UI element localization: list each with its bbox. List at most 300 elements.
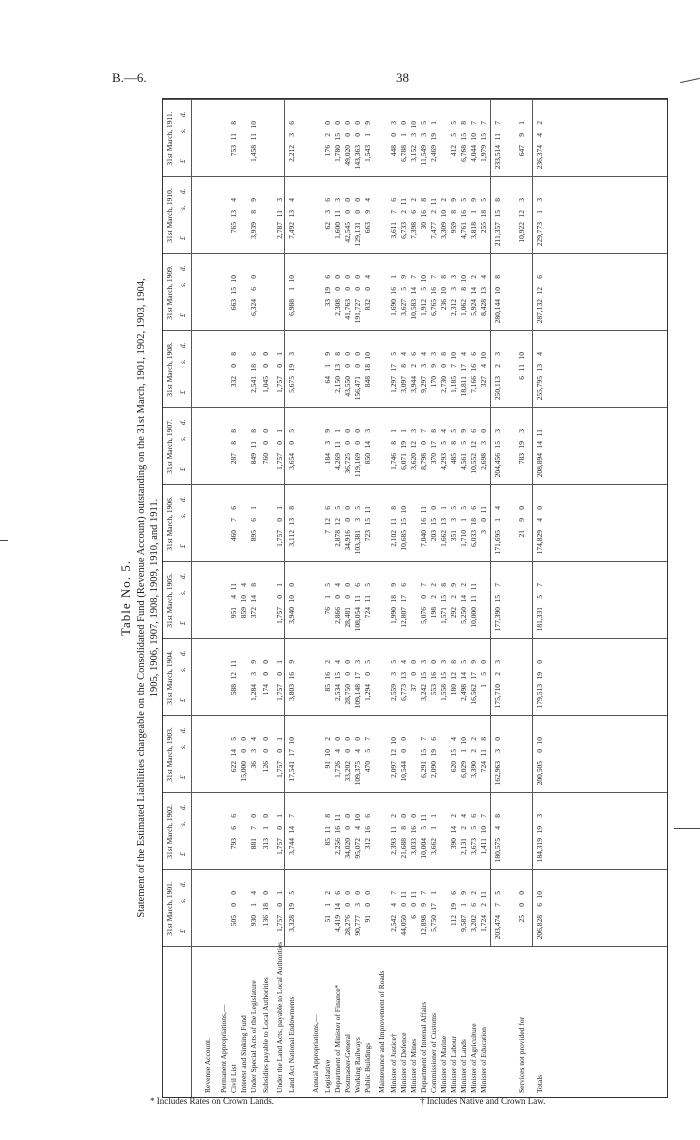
pounds-value: 1,912 [419,299,428,316]
table-cell [449,275,458,327]
shillings-value: 13 [439,518,448,526]
pounds-value: 28,481 [343,607,352,628]
pounds-value: 34,020 [343,838,352,859]
pence-value: 10 [535,891,544,899]
pounds-value: 112 [449,915,458,926]
pounds-value: 4,269 [333,453,342,470]
table-cell [249,198,258,250]
table-cell [439,352,448,404]
shillings-value: 7 [493,903,502,907]
table-cell [249,660,258,712]
table-cell [353,814,362,866]
pence-value: 10 [363,352,372,360]
pounds-value: 184 [323,453,332,465]
pounds-value: 3,097 [399,376,408,393]
pence-value: 5 [459,198,468,202]
shillings-value: 14 [287,826,296,834]
table-cell [323,583,332,635]
shillings-value: 7 [249,826,258,830]
pounds-value: 176 [323,145,332,157]
table-cell [249,121,258,173]
table-cell [399,506,408,558]
table-cell [353,429,362,481]
shillings-value: 2 [469,749,478,753]
table-cell [229,352,238,404]
pounds-value: 4,419 [333,915,342,932]
shillings-value: 11 [469,595,478,603]
shillings-value: 0 [343,749,352,753]
currency-unit-l: £ [179,852,187,856]
pounds-value: 12,807 [399,607,408,628]
table-cell [287,660,296,712]
table-cell [323,275,332,327]
shillings-value: 0 [275,826,284,830]
shillings-value: 16 [409,826,418,834]
shillings-value: 17 [429,441,438,449]
pence-value: 1 [517,121,526,125]
pence-value: 7 [479,121,488,125]
table-cell [449,198,458,250]
pounds-value: 3,202 [469,915,478,932]
table-cell [493,660,502,712]
row-label: Services not provided for [517,1016,526,1093]
shillings-value: 9 [363,210,372,214]
shillings-value: 18 [261,903,270,911]
pence-value: 8 [439,352,448,356]
shillings-value: 8 [449,441,458,445]
shillings-value: 3 [479,441,488,445]
pence-value: 5 [389,660,398,664]
pounds-value: 2,698 [479,453,488,470]
pence-value: 4 [239,583,248,587]
currency-unit-l: £ [179,621,187,625]
pence-value: 0 [343,352,352,356]
table-cell [287,275,296,327]
table-cell [459,660,468,712]
pence-value: 0 [343,198,352,202]
pounds-value: 62 [323,222,332,230]
column-header: 31st March, 1908. [165,342,174,397]
column-header: 31st March, 1906. [165,496,174,551]
table-cell [343,891,352,943]
pounds-value: 622 [229,761,238,773]
shillings-value: 5 [459,441,468,445]
shillings-value: 0 [261,672,270,676]
table-cell [249,506,258,558]
pence-value: 6 [287,121,296,125]
pounds-value: 327 [479,376,488,388]
pence-value: 5 [459,660,468,664]
pounds-value: 18,811 [459,376,468,397]
shillings-value: 3 [409,133,418,137]
currency-unit-s: s. [179,513,187,518]
currency-unit-l: £ [179,467,187,471]
table-cell [323,198,332,250]
table-cell [275,660,284,712]
pounds-value: 174,829 [535,530,544,555]
pounds-value: 312 [363,838,372,850]
pence-value: 7 [287,814,296,818]
pence-value: 4 [535,352,544,356]
pounds-value: 2,559 [389,684,398,701]
shillings-value: 0 [363,672,372,676]
column-divider [163,561,667,562]
table-cell [479,891,488,943]
pence-value: 8 [389,506,398,510]
table-cell [229,429,238,481]
page-number: 38 [396,70,409,85]
table-cell [535,660,544,712]
pounds-value: 91 [323,761,332,769]
row-label: Minister of Labour [449,1035,458,1093]
shillings-value: 11 [333,210,342,218]
pounds-value: 351 [449,530,458,542]
table-cell [323,660,332,712]
pence-value: 9 [249,198,258,202]
pence-value: 9 [287,660,296,664]
shillings-value: 16 [429,672,438,680]
pounds-value: 126 [261,761,270,773]
pence-value: 3 [493,429,502,433]
shillings-value: 14 [363,441,372,449]
shillings-value: 0 [261,749,270,753]
table-cell [479,814,488,866]
shillings-value: 5 [449,133,458,137]
pounds-value: 2,866 [333,607,342,624]
shillings-value: 0 [343,364,352,368]
shillings-value: 10 [287,595,296,603]
shillings-value: 15 [439,595,448,603]
table-cell [409,275,418,327]
pounds-value: 4,044 [469,145,478,162]
table-cell [275,583,284,635]
shillings-value: 3 [249,749,258,753]
table-cell [459,891,468,943]
row-label: Minister of Mines [409,1038,418,1093]
pence-value: 3 [419,660,428,664]
row-label: Under the Land Acts, payable to Local Authorities [275,941,284,1093]
shillings-value: 4 [479,364,488,368]
shillings-value: 2 [449,595,458,599]
shillings-value: 3 [323,441,332,445]
table-cell [469,352,478,404]
shillings-value: 0 [343,903,352,907]
shillings-value: 10 [239,595,248,603]
table-cell [459,814,468,866]
pounds-value: 250,113 [493,376,502,401]
pounds-value: 10,922 [517,222,526,243]
pounds-value: 5,675 [287,376,296,393]
pounds-value: 292 [449,607,458,619]
pounds-value: 2,498 [459,684,468,701]
table-cell [535,583,544,635]
table-cell [449,429,458,481]
pounds-value: 10,004 [419,838,428,859]
pence-value: 0 [323,121,332,125]
pounds-value: 179,513 [535,684,544,709]
pounds-value: 3,944 [409,376,418,393]
shillings-value: 2 [399,210,408,214]
row-label: Commissioner of Customs [429,1012,438,1093]
shillings-value: 15 [479,133,488,141]
shillings-value: 16 [287,672,296,680]
shillings-value: 17 [469,672,478,680]
pence-value: 5 [287,891,296,895]
shillings-value: 2 [323,133,332,137]
table-cell [229,660,238,712]
pounds-value: 85 [323,838,332,846]
shillings-value: 2 [493,364,502,368]
pounds-value: 1,297 [389,376,398,393]
table-cell [333,891,342,943]
table-cell [535,506,544,558]
pounds-value: 91 [363,915,372,923]
pence-value: 8 [229,121,238,125]
pounds-value: 36 [249,761,258,769]
header-divider [191,99,192,1097]
shillings-value: 14 [409,287,418,295]
pence-value: 2 [469,737,478,741]
shillings-value: 12 [323,518,332,526]
shillings-value: 13 [287,210,296,218]
pounds-value: 2,534 [333,684,342,701]
row-label: Minister of Marine [439,1035,448,1093]
pounds-value: 460 [229,530,238,542]
currency-unit-s: s. [179,898,187,903]
table-cell [429,429,438,481]
pounds-value: 850 [363,453,372,465]
pounds-value: 2,787 [275,222,284,239]
shillings-value: 4 [353,826,362,830]
pounds-value: 765 [229,222,238,234]
pence-value: 7 [419,737,428,741]
pounds-value: 1,726 [333,761,342,778]
pence-value: 0 [517,891,526,895]
pounds-value: 11,549 [419,145,428,166]
table-cell [459,429,468,481]
pence-value: 2 [535,121,544,125]
pounds-value: 1,284 [249,684,258,701]
table-cell [353,506,362,558]
pounds-value: 1,757 [275,761,284,778]
table-cell [323,121,332,173]
shillings-value: 1 [459,903,468,907]
shillings-value: 4 [535,133,544,137]
shillings-value: 9 [429,364,438,368]
shillings-value: 0 [343,441,352,445]
pounds-value: 16,562 [469,684,478,705]
table-cell [399,891,408,943]
table-cell [261,891,270,943]
pounds-value: 849 [249,453,258,465]
table-cell [389,429,398,481]
shillings-value: 12 [409,441,418,449]
shillings-value: 1 [323,364,332,368]
table-cell [353,352,362,404]
pounds-value: 3,033 [409,838,418,855]
shillings-value: 19 [535,672,544,680]
pence-value: 6 [323,275,332,279]
pence-value: 0 [353,275,362,279]
shillings-value: 13 [535,364,544,372]
table-cell [429,660,438,712]
pence-value: 4 [249,737,258,741]
shillings-value: 4 [229,595,238,599]
table-cell [229,198,238,250]
pence-value: 1 [389,429,398,433]
shillings-value: 11 [249,133,258,141]
pounds-value: 370 [429,453,438,465]
table-cell [333,352,342,404]
table-cell [333,506,342,558]
currency-unit-s: s. [179,128,187,133]
row-label: Subsidies payable to Local Authorities [261,977,270,1093]
table-cell [229,275,238,327]
pence-value: 1 [399,429,408,433]
shillings-value: 3 [353,518,362,522]
pounds-value: 553 [429,684,438,696]
shillings-value: 11 [479,749,488,757]
currency-unit-l: £ [179,236,187,240]
pence-value: 0 [343,737,352,741]
table-cell [419,121,428,173]
shillings-value: 1 [459,749,468,753]
shillings-value: 0 [275,672,284,676]
pence-value: 10 [535,737,544,745]
shillings-value: 9 [419,903,428,907]
shillings-value: 17 [429,903,438,911]
pence-value: 5 [287,429,296,433]
shillings-value: 0 [517,903,526,907]
pounds-value: 10,000 [469,607,478,628]
table-cell [275,198,284,250]
shillings-value: 15 [493,210,502,218]
table-cell [261,814,270,866]
pence-value: 5 [449,121,458,125]
pence-value: 1 [275,891,284,895]
table-cell [419,352,428,404]
shillings-value: 11 [517,364,526,372]
shillings-value: 15 [363,518,372,526]
pence-value: 10 [249,121,258,129]
pounds-value: 5,750 [429,915,438,932]
table-cell [249,814,258,866]
pounds-value: 723 [363,530,372,542]
shillings-value: 19 [287,364,296,372]
pence-value: 9 [399,275,408,279]
pence-value: 1 [275,814,284,818]
pence-value: 7 [429,275,438,279]
pence-value: 0 [429,506,438,510]
pounds-value: 204,456 [493,453,502,478]
liabilities-table [162,98,668,1098]
shillings-value: 6 [469,903,478,907]
pounds-value: 1,990 [389,607,398,624]
shillings-value: 5 [363,749,372,753]
currency-unit-l: £ [179,390,187,394]
table-cell [409,121,418,173]
shillings-value: 0 [261,364,270,368]
shillings-value: 19 [449,903,458,911]
shillings-value: 12 [469,441,478,449]
row-label: Under Special Acts of the Legislature [249,980,258,1093]
pence-value: 11 [479,891,488,899]
pence-value: 3 [363,429,372,433]
pence-value: 1 [389,275,398,279]
table-cell [249,352,258,404]
pence-value: 6 [249,352,258,356]
pounds-value: 229,773 [535,222,544,247]
pence-value: 2 [459,583,468,587]
pence-value: 5 [479,198,488,202]
shillings-value: 1 [429,826,438,830]
table-cell [459,198,468,250]
pounds-value: 255 [479,222,488,234]
pence-value: 10 [287,737,296,745]
shillings-value: 15 [399,518,408,526]
footnote-crown-lands: * Includes Rates on Crown Lands. [150,1096,274,1106]
pounds-value: 959 [449,222,458,234]
shillings-value: 14 [333,903,342,911]
pence-value: 8 [479,737,488,741]
shillings-value: 0 [389,133,398,137]
pence-value: 4 [333,583,342,587]
pence-value: 4 [249,891,258,895]
pence-value: 8 [249,429,258,433]
shillings-value: 0 [409,672,418,676]
pounds-value: 1,757 [275,607,284,624]
pounds-value: 7,040 [419,530,428,547]
pence-value: 0 [333,275,342,279]
shillings-value: 12 [535,287,544,295]
pounds-value: 3,620 [409,453,418,470]
shillings-value: 2 [493,672,502,676]
pounds-value: 6,029 [459,761,468,778]
pounds-value: 15,000 [239,761,248,782]
pounds-value: 8,798 [419,453,428,470]
pence-value: 0 [261,660,270,664]
pence-value: 6 [449,891,458,895]
table-cell [389,275,398,327]
shillings-value: 14 [229,749,238,757]
pounds-value: 103,381 [353,530,362,555]
row-label: Totals [535,1074,544,1093]
pence-value: 7 [535,583,544,587]
row-label: Working Railways [353,1037,362,1093]
table-cell [429,737,438,789]
shillings-value: 0 [229,903,238,907]
pounds-value: 162,963 [493,761,502,786]
pence-value: 0 [249,814,258,818]
pence-value: 5 [449,429,458,433]
pounds-value: 3,611 [389,222,398,239]
pence-value: 2 [469,891,478,895]
column-divider [163,869,667,870]
table-cell [535,429,544,481]
table-cell [323,352,332,404]
shillings-value: 12 [333,518,342,526]
pence-value: 11 [469,583,478,591]
row-label: Legislative [323,1059,332,1093]
subtotal-rule [284,99,285,947]
pounds-value: 1,571 [439,607,448,624]
table-cell [363,506,372,558]
shillings-value: 0 [343,287,352,291]
pence-value: 9 [469,660,478,664]
table-cell [479,506,488,558]
pence-value: 11 [399,891,408,899]
table-cell [363,737,372,789]
